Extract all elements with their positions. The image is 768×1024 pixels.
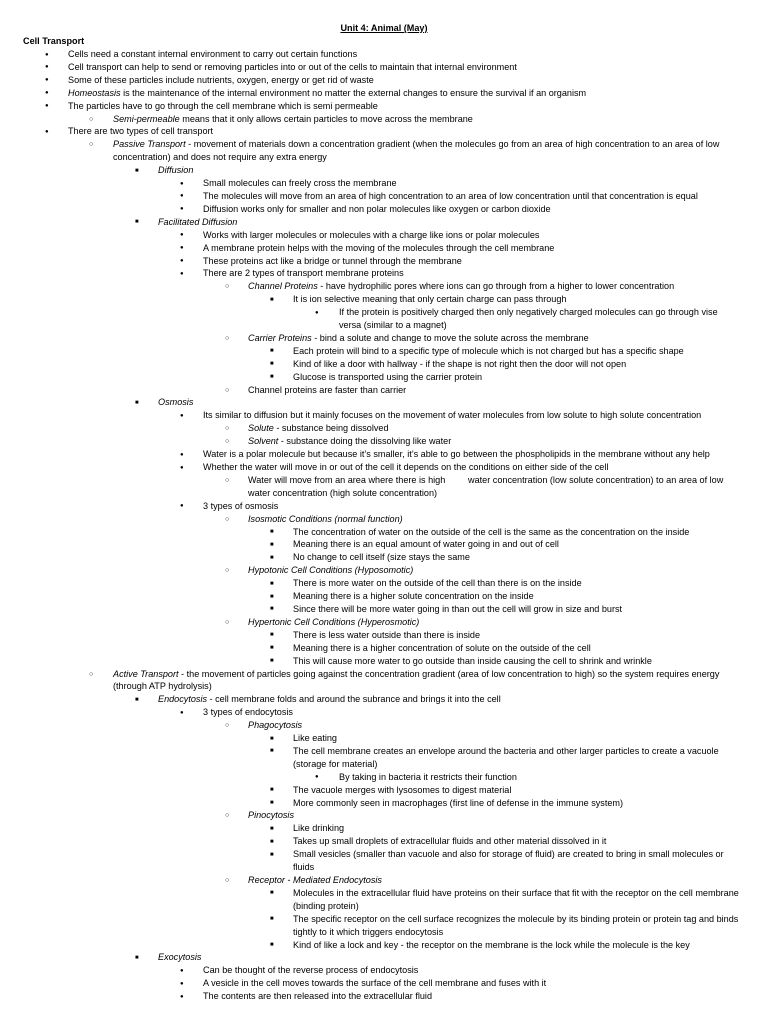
list-item — [0, 293, 768, 306]
list-item-text — [248, 435, 742, 448]
list-item — [0, 513, 768, 526]
list-item-text — [293, 590, 742, 603]
disc-bullet-icon — [180, 177, 184, 190]
list-item — [0, 87, 768, 100]
list-item — [0, 590, 768, 603]
item-text: Whether the water will move in or out of the cell it depends on the conditions on either side of the cell — [203, 462, 609, 472]
list-item-text — [293, 745, 742, 771]
list-item — [0, 719, 768, 732]
list-item — [0, 345, 768, 358]
list-item — [0, 693, 768, 706]
term-label: Facilitated Diffusion — [158, 216, 238, 227]
list-item — [0, 384, 768, 397]
disc-bullet-icon — [315, 306, 319, 319]
list-item — [0, 616, 768, 629]
disc-bullet-icon — [45, 125, 49, 138]
list-item-text — [203, 706, 742, 719]
list-item — [0, 177, 768, 190]
item-text: A vesicle in the cell moves towards the surface of the cell membrane and fuses with it — [203, 978, 547, 989]
item-text: Cells need a constant internal environment to carry out certain functions — [68, 49, 358, 59]
item-text: Its similar to diffusion but it mainly focuses on the movement of water molecules from low solute to high solute concentration — [203, 410, 702, 421]
item-text: Like eating — [293, 733, 337, 744]
list-item-text — [158, 951, 742, 964]
list-item-text — [293, 732, 742, 745]
list-item-text — [248, 513, 742, 526]
item-text: is the maintenance of the internal environment no matter the external changes to ensure the survival if an organism — [120, 87, 587, 98]
list-item-text — [248, 474, 742, 500]
circle-bullet-icon — [225, 384, 229, 398]
list-item — [0, 745, 768, 771]
list-item — [0, 732, 768, 745]
square-bullet-icon — [270, 345, 274, 358]
list-item — [0, 771, 768, 784]
item-text: The specific receptor on the cell surface recognizes the molecule by its binding protein or protein tag and binds tightly to it which triggers endocytosis — [293, 913, 739, 937]
list-item-text — [203, 255, 742, 268]
list-item-text — [293, 629, 742, 642]
item-text: - substance being dissolved — [273, 423, 389, 434]
square-bullet-icon — [270, 629, 274, 642]
circle-bullet-icon — [225, 874, 229, 888]
square-bullet-icon — [270, 835, 274, 848]
item-text: Diffusion works only for smaller and non polar molecules like oxygen or carbon dioxide — [203, 203, 551, 214]
circle-bullet-icon — [225, 809, 229, 823]
disc-bullet-icon — [180, 229, 184, 242]
list-item — [0, 371, 768, 384]
list-item-text — [293, 655, 742, 668]
list-item — [0, 280, 768, 293]
list-item — [0, 822, 768, 835]
square-bullet-icon — [270, 526, 274, 539]
disc-bullet-icon — [45, 48, 49, 61]
circle-bullet-icon — [225, 616, 229, 630]
term-label: Active Transport — [113, 668, 179, 679]
disc-bullet-icon — [180, 977, 184, 990]
item-text: More commonly seen in macrophages (first line of defense in the immune system) — [293, 797, 624, 808]
list-item-text — [158, 693, 742, 706]
list-item — [0, 809, 768, 822]
item-text: - substance doing the dissolving like water — [278, 436, 452, 447]
list-item — [0, 500, 768, 513]
square-bullet-icon — [270, 551, 274, 564]
square-bullet-icon — [270, 797, 274, 810]
square-bullet-icon — [135, 693, 139, 706]
item-text: There is less water outside than there is inside — [293, 629, 481, 640]
list-item-text — [203, 242, 742, 255]
list-item-text — [203, 177, 742, 190]
item-text: The contents are then released into the extracellular fluid — [203, 991, 432, 1002]
document-title: Unit 4: Animal (May) — [340, 23, 428, 33]
list-item-text — [248, 332, 742, 345]
circle-bullet-icon — [225, 332, 229, 346]
circle-bullet-icon — [225, 719, 229, 733]
square-bullet-icon — [270, 939, 274, 952]
square-bullet-icon — [270, 538, 274, 551]
list-item — [0, 538, 768, 551]
list-item-text — [248, 809, 742, 822]
square-bullet-icon — [270, 603, 274, 616]
list-item — [0, 435, 768, 448]
term-label: Carrier Proteins — [248, 332, 312, 343]
list-item-text — [203, 500, 742, 513]
list-item — [0, 913, 768, 939]
list-item — [0, 409, 768, 422]
disc-bullet-icon — [180, 190, 184, 203]
list-item-text — [339, 306, 742, 332]
item-text: - the movement of particles going against the concentration gradient (area of low concentration to high) so the system requires energy (through ATP hydrolysis) — [113, 668, 720, 692]
list-item-text — [68, 74, 742, 87]
item-text: Kind of like a lock and key - the receptor on the membrane is the lock while the molecule is the key — [293, 939, 690, 950]
item-text: Meaning there is a higher concentration of solute on the outside of the cell — [293, 642, 591, 653]
list-item-text — [293, 887, 742, 913]
term-label: Phagocytosis — [248, 720, 303, 731]
list-item — [0, 784, 768, 797]
square-bullet-icon — [270, 642, 274, 655]
list-item-text — [113, 138, 742, 164]
list-item-text — [293, 784, 742, 797]
disc-bullet-icon — [180, 990, 184, 1003]
item-text: Channel proteins are faster than carrier — [248, 384, 407, 395]
disc-bullet-icon — [45, 74, 49, 87]
square-bullet-icon — [270, 590, 274, 603]
list-item-text — [248, 280, 742, 293]
disc-bullet-icon — [180, 267, 184, 280]
disc-bullet-icon — [180, 448, 184, 461]
disc-bullet-icon — [180, 255, 184, 268]
list-item — [0, 216, 768, 229]
item-text: - movement of materials down a concentration gradient (when the molecules go from an area of high concentration to an area of low concentration) and does not require any extra energy — [113, 139, 720, 163]
list-item — [0, 577, 768, 590]
item-text: Since there will be more water going in than out the cell will grow in size and burst — [293, 603, 623, 614]
list-item-text — [293, 848, 742, 874]
list-item-text — [293, 293, 742, 306]
term-label: Diffusion — [158, 165, 194, 176]
list-item-text — [203, 964, 742, 977]
item-text: There is more water on the outside of the cell than there is on the inside — [293, 578, 582, 589]
list-item-text — [203, 977, 742, 990]
item-text: The molecules will move from an area of high concentration to an area of low concentration until that concentration is equal — [203, 190, 698, 201]
item-text: A membrane protein helps with the moving of the molecules through the cell membrane — [203, 242, 555, 253]
list-item — [0, 990, 768, 1003]
list-item-text — [293, 822, 742, 835]
list-item — [0, 939, 768, 952]
item-text: Kind of like a door with hallway - if the shape is not right then the door will not open — [293, 358, 627, 369]
list-item — [0, 655, 768, 668]
list-item — [0, 255, 768, 268]
disc-bullet-icon — [45, 100, 49, 113]
square-bullet-icon — [135, 396, 139, 409]
item-text: The particles have to go through the cell membrane which is semi permeable — [68, 100, 378, 111]
list-item — [0, 874, 768, 887]
term-label: Hypotonic Cell Conditions (Hyposomotic) — [248, 565, 414, 576]
list-item-text — [203, 190, 742, 203]
list-item — [0, 138, 768, 164]
item-text: Water will move from an area where there is high water concentration (low solute concentration) to an area of low water concentration (high solute concentration) — [248, 474, 724, 498]
list-item-text — [68, 100, 742, 113]
item-text: Water is a polar molecule but because it’s smaller, it’s able to go between the phospholipids in the membrane without any help — [203, 449, 710, 460]
list-item-text — [68, 61, 742, 74]
item-text: Each protein will bind to a specific type of molecule which is not charged but has a specific shape — [293, 345, 684, 356]
list-item-text — [158, 164, 742, 177]
list-item-text — [293, 603, 742, 616]
term-label: Homeostasis — [68, 87, 121, 98]
square-bullet-icon — [270, 293, 274, 306]
list-item — [0, 797, 768, 810]
term-label: Exocytosis — [158, 952, 202, 963]
list-item-text — [293, 345, 742, 358]
item-text: By taking in bacteria it restricts their function — [339, 771, 517, 782]
list-item — [0, 706, 768, 719]
term-label: Osmosis — [158, 397, 194, 408]
item-text: There are two types of cell transport — [68, 126, 214, 137]
list-item — [0, 48, 768, 61]
item-text: This will cause more water to go outside than inside causing the cell to shrink and wrinkle — [293, 655, 652, 666]
square-bullet-icon — [270, 732, 274, 745]
term-label: Passive Transport — [113, 139, 186, 150]
term-label: Endocytosis — [158, 694, 208, 705]
list-item-text — [293, 526, 742, 539]
circle-bullet-icon — [225, 435, 229, 449]
square-bullet-icon — [270, 848, 274, 861]
list-item-text — [293, 577, 742, 590]
list-item — [0, 125, 768, 138]
term-label: Receptor - Mediated Endocytosis — [248, 875, 382, 885]
list-item-text — [293, 913, 742, 939]
list-item-text — [293, 358, 742, 371]
list-item-text — [293, 642, 742, 655]
square-bullet-icon — [270, 358, 274, 371]
list-item — [0, 164, 768, 177]
list-item — [0, 422, 768, 435]
list-item-text — [248, 616, 742, 629]
item-text: The concentration of water on the outside of the cell is the same as the concentration on the inside — [293, 526, 690, 537]
list-item — [0, 848, 768, 874]
list-item — [0, 977, 768, 990]
list-item — [0, 603, 768, 616]
square-bullet-icon — [270, 887, 274, 900]
list-item-text — [293, 538, 742, 551]
list-item — [0, 332, 768, 345]
list-item-text — [248, 564, 742, 577]
term-label: Channel Proteins — [248, 281, 318, 292]
item-text: Some of these particles include nutrients, oxygen, energy or get rid of waste — [68, 74, 374, 85]
square-bullet-icon — [135, 216, 139, 229]
list-item — [0, 242, 768, 255]
list-item-text — [293, 835, 742, 848]
circle-bullet-icon — [89, 668, 93, 682]
term-label: Solvent — [248, 436, 279, 447]
list-item — [0, 267, 768, 280]
list-item — [0, 113, 768, 126]
list-item-text — [68, 125, 742, 138]
list-item-text — [158, 396, 742, 409]
circle-bullet-icon — [225, 280, 229, 294]
term-label: Isosmotic Conditions (normal function) — [248, 513, 403, 524]
list-item-text — [203, 448, 742, 461]
list-item — [0, 564, 768, 577]
circle-bullet-icon — [225, 474, 229, 488]
list-item-text — [293, 371, 742, 384]
list-item — [0, 190, 768, 203]
disc-bullet-icon — [180, 706, 184, 719]
item-text: means that it only allows certain particles to move across the membrane — [179, 113, 473, 124]
item-text: It is ion selective meaning that only certain charge can pass through — [293, 294, 567, 305]
item-text: Molecules in the extracellular fluid have proteins on their surface that fit with the receptor on the cell membrane (binding protein) — [293, 887, 739, 911]
list-item — [0, 551, 768, 564]
section-heading: Cell Transport — [23, 36, 85, 46]
circle-bullet-icon — [225, 422, 229, 436]
list-item — [0, 461, 768, 474]
disc-bullet-icon — [180, 409, 184, 422]
square-bullet-icon — [270, 655, 274, 668]
list-item — [0, 642, 768, 655]
item-text: There are 2 types of transport membrane proteins — [203, 268, 404, 279]
item-text: - bind a solute and change to move the solute across the membrane — [311, 332, 589, 343]
circle-bullet-icon — [89, 138, 93, 152]
item-text: Cell transport can help to send or removing particles into or out of the cells to maintain that internal environment — [68, 61, 517, 72]
list-item — [0, 964, 768, 977]
square-bullet-icon — [135, 164, 139, 177]
item-text: Small molecules can freely cross the membrane — [203, 178, 397, 189]
square-bullet-icon — [135, 951, 139, 964]
disc-bullet-icon — [45, 87, 49, 100]
item-text: Meaning there is an equal amount of water going in and out of cell — [293, 539, 559, 550]
term-label: Hypertonic Cell Conditions (Hyperosmotic) — [248, 616, 420, 627]
item-text: The vacuole merges with lysosomes to digest material — [293, 784, 512, 795]
item-text: Takes up small droplets of extracellular fluids and other material dissolved in it — [293, 836, 607, 847]
list-item-text — [248, 422, 742, 435]
item-text: The cell membrane creates an envelope around the bacteria and other larger particles to create a vacuole (storage for material) — [293, 745, 719, 769]
list-item-text — [203, 461, 742, 474]
list-item-text — [203, 409, 742, 422]
list-item-text — [293, 939, 742, 952]
item-text: Glucose is transported using the carrier protein — [293, 371, 483, 382]
list-item-text — [113, 668, 742, 694]
list-item — [0, 887, 768, 913]
list-item — [0, 203, 768, 216]
item-text: Small vesicles (smaller than vacuole and also for storage of fluid) are created to bring in small molecules or fluids — [293, 849, 724, 873]
disc-bullet-icon — [180, 964, 184, 977]
square-bullet-icon — [270, 822, 274, 835]
list-item-text — [203, 990, 742, 1003]
disc-bullet-icon — [45, 61, 49, 74]
term-label: Solute — [248, 423, 274, 434]
item-text: These proteins act like a bridge or tunnel through the membrane — [203, 255, 462, 266]
list-item — [0, 629, 768, 642]
term-label: Semi-permeable — [113, 113, 180, 124]
list-item-text — [68, 48, 742, 61]
square-bullet-icon — [270, 784, 274, 797]
list-item — [0, 61, 768, 74]
list-item — [0, 74, 768, 87]
list-item — [0, 835, 768, 848]
list-item-text — [113, 113, 742, 126]
list-item — [0, 396, 768, 409]
list-item — [0, 951, 768, 964]
outline-list — [0, 48, 768, 1003]
circle-bullet-icon — [225, 513, 229, 527]
square-bullet-icon — [270, 577, 274, 590]
item-text: No change to cell itself (size stays the same — [293, 552, 470, 563]
list-item — [0, 358, 768, 371]
circle-bullet-icon — [225, 564, 229, 578]
list-item-text — [203, 203, 742, 216]
item-text: Can be thought of the reverse process of endocytosis — [203, 965, 419, 976]
circle-bullet-icon — [89, 113, 93, 127]
square-bullet-icon — [270, 745, 274, 758]
item-text: If the protein is positively charged then only negatively charged molecules can go through vise versa (similar to a magnet) — [339, 307, 718, 331]
list-item — [0, 526, 768, 539]
term-label: Pinocytosis — [248, 810, 294, 821]
list-item-text — [339, 771, 742, 784]
item-text: Works with larger molecules or molecules with a charge like ions or polar molecules — [203, 229, 540, 240]
item-text: Like drinking — [293, 823, 345, 834]
list-item — [0, 474, 768, 500]
list-item-text — [248, 719, 742, 732]
disc-bullet-icon — [180, 242, 184, 255]
disc-bullet-icon — [315, 771, 319, 784]
list-item-text — [248, 384, 742, 397]
list-item-text — [203, 229, 742, 242]
list-item — [0, 668, 768, 694]
list-item — [0, 306, 768, 332]
square-bullet-icon — [270, 913, 274, 926]
list-item — [0, 229, 768, 242]
list-item-text — [68, 87, 742, 100]
list-item-text — [203, 267, 742, 280]
list-item-text — [293, 551, 742, 564]
item-text: - cell membrane folds and around the subrance and brings it into the cell — [207, 694, 501, 705]
item-text: - have hydrophilic pores where ions can go through from a higher to lower concentration — [317, 281, 675, 292]
item-text: 3 types of endocytosis — [203, 707, 293, 718]
list-item — [0, 448, 768, 461]
disc-bullet-icon — [180, 461, 184, 474]
list-item — [0, 100, 768, 113]
item-text: 3 types of osmosis — [203, 500, 279, 511]
item-text: Meaning there is a higher solute concentration on the inside — [293, 591, 534, 602]
list-item-text — [248, 874, 742, 887]
square-bullet-icon — [270, 371, 274, 384]
disc-bullet-icon — [180, 500, 184, 513]
list-item-text — [293, 797, 742, 810]
list-item-text — [158, 216, 742, 229]
disc-bullet-icon — [180, 203, 184, 216]
